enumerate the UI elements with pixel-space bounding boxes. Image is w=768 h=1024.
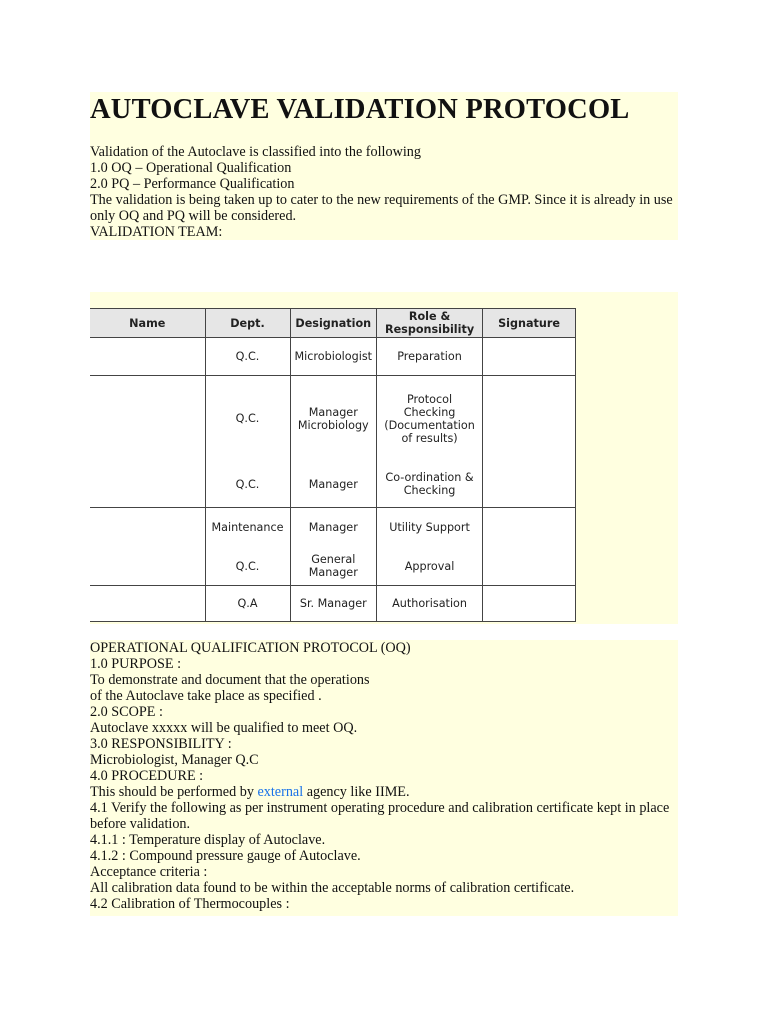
responsibility-text: Microbiologist, Manager Q.C: [90, 752, 259, 768]
cell-designation: Manager: [290, 508, 377, 548]
procedure-text-post: agency like IIME.: [303, 784, 410, 800]
cell-name: [90, 586, 205, 622]
cell-dept: Maintenance: [205, 508, 290, 548]
step-4-2: 4.2 Calibration of Thermocouples :: [90, 896, 290, 912]
purpose-heading: 1.0 PURPOSE :: [90, 656, 182, 672]
header-signature: Signature: [483, 309, 576, 338]
header-name: Name: [90, 309, 205, 338]
cell-designation: Manager: [290, 462, 377, 508]
cell-name: [90, 338, 205, 376]
acceptance-heading: Acceptance criteria :: [90, 864, 208, 880]
scope-heading: 2.0 SCOPE :: [90, 704, 163, 720]
intro-line: The validation is being taken up to cater to the new requirements of the GMP. Since it is already in use only OQ and PQ will be considered.: [90, 192, 673, 224]
oq-section: [90, 640, 678, 916]
table-row: [90, 586, 576, 622]
cell-role: Utility Support: [377, 508, 483, 548]
cell-name: [90, 376, 205, 462]
header-dept: Dept.: [205, 309, 290, 338]
cell-role: Protocol Checking (Documentation of results): [377, 376, 483, 462]
step-4-1-1: 4.1.1 : Temperature display of Autoclave.: [90, 832, 326, 848]
cell-designation: Manager Microbiology: [290, 376, 377, 462]
table-row: [90, 508, 576, 548]
cell-dept: Q.C.: [205, 376, 290, 462]
cell-role: Co-ordination & Checking: [377, 462, 483, 508]
intro-line: 1.0 OQ – Operational Qualification: [90, 160, 292, 176]
cell-designation: General Manager: [290, 548, 377, 586]
cell-role: Approval: [377, 548, 483, 586]
cell-name: [90, 508, 205, 548]
cell-role: Authorisation: [377, 586, 483, 622]
cell-dept: Q.C.: [205, 338, 290, 376]
cell-dept: Q.C.: [205, 548, 290, 586]
cell-signature: [483, 586, 576, 622]
cell-dept: Q.A: [205, 586, 290, 622]
purpose-text: To demonstrate and document that the operations: [90, 672, 370, 688]
purpose-text: of the Autoclave take place as specified .: [90, 688, 322, 704]
cell-signature: [483, 508, 576, 548]
table-row: [90, 376, 576, 462]
cell-signature: [483, 376, 576, 462]
external-link[interactable]: external: [257, 784, 304, 800]
cell-signature: [483, 462, 576, 508]
cell-name: [90, 462, 205, 508]
step-4-1-2: 4.1.2 : Compound pressure gauge of Autoclave.: [90, 848, 361, 864]
intro-text: [90, 144, 678, 240]
procedure-text: [90, 784, 678, 800]
acceptance-text: All calibration data found to be within the acceptable norms of calibration certificate.: [90, 880, 575, 896]
oq-heading: OPERATIONAL QUALIFICATION PROTOCOL (OQ): [90, 640, 411, 656]
table-row: [90, 338, 576, 376]
scope-text: Autoclave xxxxx will be qualified to meet OQ.: [90, 720, 358, 736]
cell-designation: Sr. Manager: [290, 586, 377, 622]
cell-signature: [483, 548, 576, 586]
table-row: [90, 548, 576, 586]
intro-section: [90, 92, 678, 240]
header-role: Role & Responsibility: [377, 309, 483, 338]
responsibility-heading: 3.0 RESPONSIBILITY :: [90, 736, 232, 752]
table-header-row: [90, 309, 576, 338]
cell-dept: Q.C.: [205, 462, 290, 508]
page-title: AUTOCLAVE VALIDATION PROTOCOL: [90, 94, 630, 125]
procedure-heading: 4.0 PROCEDURE :: [90, 768, 204, 784]
cell-name: [90, 548, 205, 586]
table-row: [90, 462, 576, 508]
cell-role: Preparation: [377, 338, 483, 376]
cell-designation: Microbiologist: [290, 338, 377, 376]
cell-signature: [483, 338, 576, 376]
team-table-section: [90, 292, 678, 624]
intro-line: 2.0 PQ – Performance Qualification: [90, 176, 295, 192]
procedure-text-pre: This should be performed by: [90, 784, 258, 800]
step-4-1: 4.1 Verify the following as per instrument operating procedure and calibration certificate kept in place before validation.: [90, 800, 670, 832]
validation-team-label: VALIDATION TEAM:: [90, 224, 223, 240]
validation-team-table: [90, 308, 576, 622]
header-designation: Designation: [290, 309, 377, 338]
intro-line: Validation of the Autoclave is classified into the following: [90, 144, 421, 160]
